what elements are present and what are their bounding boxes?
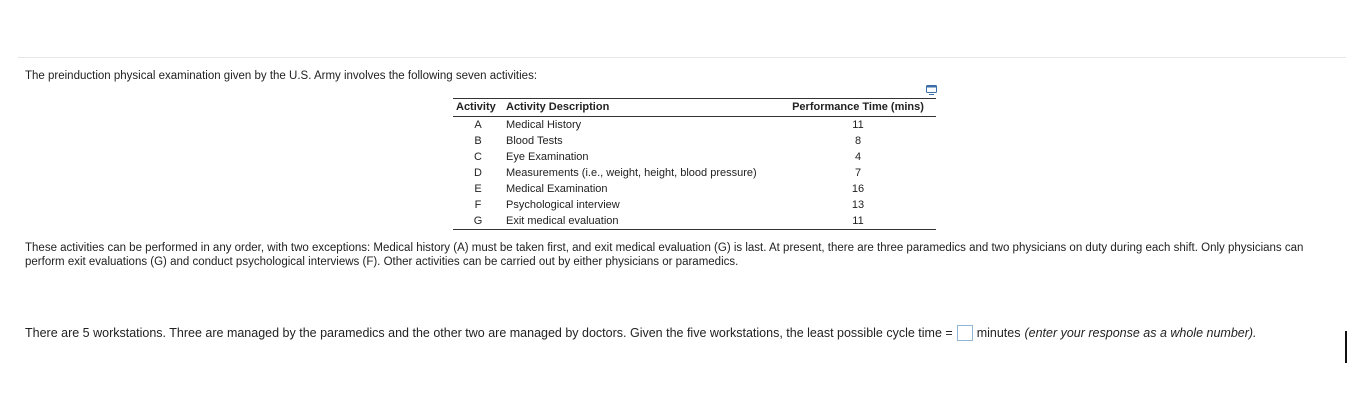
table-row: [453, 197, 936, 213]
constraints-paragraph: These activities can be performed in any order, with two exceptions: Medical history (A) must be taken first, and exit medical evaluation (G) is last. At present, there are three paramedics and two physicians on duty during each shift. Only physicians can perform exit evaluations (G) and conduct psychological interviews (F). Other activities can be carried out by either physicians or paramedics.: [25, 242, 1304, 268]
header-activity: Activity: [453, 99, 503, 117]
activity-description: Measurements (i.e., weight, height, blood pressure): [506, 167, 757, 179]
cycle-time-answer-input[interactable]: [957, 325, 973, 341]
activity-time: 11: [852, 215, 864, 227]
activity-id: B: [474, 135, 482, 147]
activity-id: F: [474, 199, 482, 211]
activity-description: Exit medical evaluation: [506, 215, 619, 227]
activity-description: Psychological interview: [506, 199, 620, 211]
activities-table: [453, 98, 936, 230]
table-row: [453, 149, 936, 165]
text-cursor: [1345, 331, 1347, 363]
activity-time: 16: [851, 183, 865, 195]
expand-table-icon[interactable]: [926, 85, 937, 95]
answer-hint: (enter your response as a whole number).: [1024, 326, 1257, 340]
activity-id: C: [474, 151, 482, 163]
activity-id: A: [474, 119, 482, 131]
intro-text: The preinduction physical examination given by the U.S. Army involves the following seven activities:: [25, 70, 538, 82]
activity-time: 8: [854, 135, 862, 147]
activity-description: Medical Examination: [506, 183, 608, 195]
table-row: [453, 181, 936, 197]
activity-id: G: [473, 215, 483, 227]
table-row: [453, 213, 936, 230]
activity-id: D: [474, 167, 482, 179]
activity-time: 7: [854, 167, 862, 179]
units-text: minutes: [976, 326, 1021, 340]
table-row: [453, 133, 936, 149]
top-divider: [18, 57, 1346, 58]
activity-time: 4: [854, 151, 862, 163]
activity-time: 11: [852, 119, 864, 131]
table-header-row: [453, 99, 936, 117]
question-line: [25, 325, 1257, 341]
header-description: Activity Description: [503, 99, 780, 117]
activity-description: Medical History: [506, 119, 582, 131]
activity-time: 13: [851, 199, 865, 211]
table-row: [453, 117, 936, 134]
question-text: There are 5 workstations. Three are managed by the paramedics and the other two are managed by doctors. Given the five workstations, the least possible cycle time =: [25, 326, 953, 340]
activity-id: E: [474, 183, 482, 195]
table-row: [453, 165, 936, 181]
activity-description: Eye Examination: [506, 151, 589, 163]
header-time: Performance Time (mins): [780, 99, 936, 117]
activity-description: Blood Tests: [506, 135, 563, 147]
